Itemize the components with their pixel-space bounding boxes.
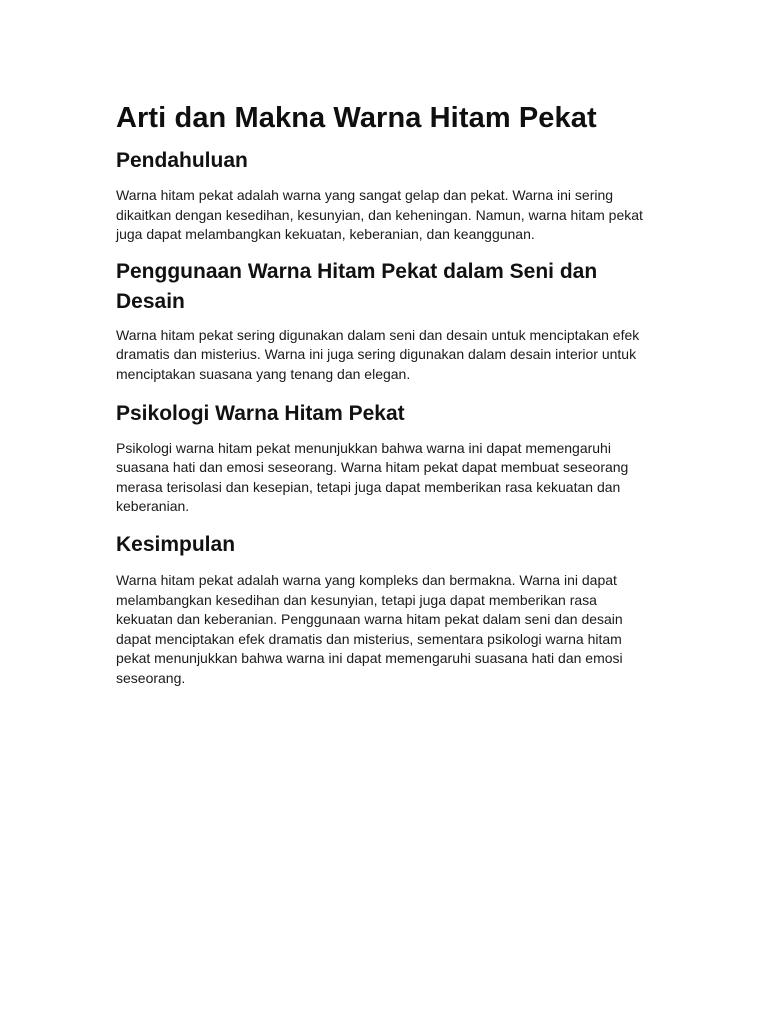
document-content (116, 98, 656, 689)
section-body-pendahuluan: Warna hitam pekat adalah warna yang sangat gelap dan pekat. Warna ini sering dikaitkan dengan kesedihan, kesunyian, dan keheningan. Namun, warna hitam pekat juga dapat melambangkan kekuatan, keberanian, dan keanggunan. (116, 187, 643, 243)
section-body-penggunaan: Warna hitam pekat sering digunakan dalam seni dan desain untuk menciptakan efek dramatis dan misterius. Warna ini juga sering digunakan dalam desain interior untuk menciptakan suasana yang tenang dan elegan. (116, 326, 640, 382)
section-heading-psikologi: Psikologi Warna Hitam Pekat (116, 401, 405, 425)
document-title: Arti dan Makna Warna Hitam Pekat (116, 102, 597, 134)
section-heading-penggunaan: Penggunaan Warna Hitam Pekat dalam Seni dan Desain (116, 259, 598, 313)
section-body-kesimpulan: Warna hitam pekat adalah warna yang kompleks dan bermakna. Warna ini dapat melambangkan kesedihan dan kesunyian, tetapi juga dapat memberikan rasa kekuatan dan keberanian. Penggunaan warna hitam pekat dalam seni dan desain dapat menciptakan efek dramatis dan misterius, sementara psikologi warna hitam pekat menunjukkan bahwa warna ini dapat memengaruhi suasana hati dan emosi seseorang. (116, 571, 623, 686)
section-body-psikologi: Psikologi warna hitam pekat menunjukkan bahwa warna ini dapat memengaruhi suasana hati dan emosi seseorang. Warna hitam pekat dapat membuat seseorang merasa terisolasi dan kesepian, tetapi juga dapat memberikan rasa kekuatan dan keberanian. (116, 439, 629, 515)
section-heading-kesimpulan: Kesimpulan (116, 532, 236, 556)
section-heading-pendahuluan: Pendahuluan (116, 149, 248, 172)
